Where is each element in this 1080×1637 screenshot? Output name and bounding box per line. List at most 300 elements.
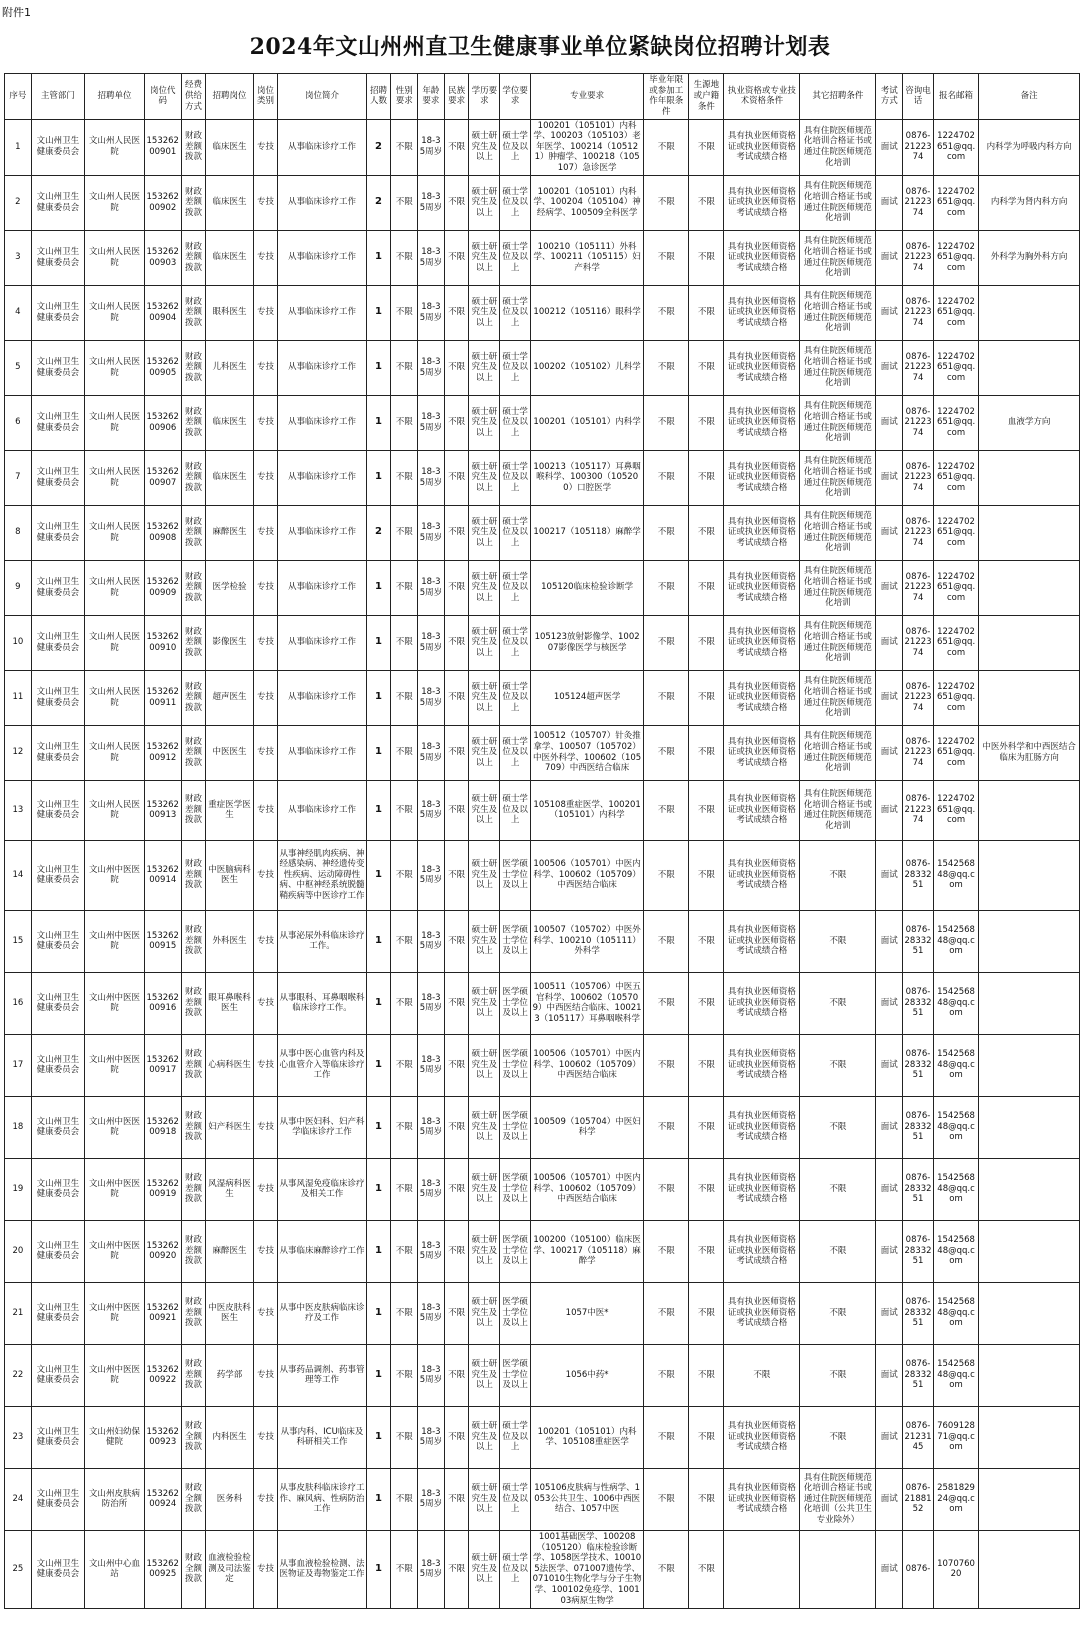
table-cell: 154256848@qq.com — [933, 972, 978, 1034]
table-cell: 100213（105117）耳鼻咽喉科学、100300（105200）口腔医学 — [531, 450, 644, 505]
table-cell: 不限 — [444, 725, 469, 780]
table-cell: 医学硕士学位及以上 — [500, 1220, 531, 1282]
table-row — [5, 1220, 1080, 1282]
table-cell: 临床医生 — [206, 230, 253, 285]
table-cell: 硕士学位及以上 — [500, 670, 531, 725]
table-cell: 不限 — [689, 119, 724, 175]
table-cell: 财政差额拨款 — [181, 972, 206, 1034]
table-cell: 1 — [366, 1158, 391, 1220]
table-cell: 0876-2122374 — [903, 340, 934, 395]
table-cell: 不限 — [689, 1158, 724, 1220]
table-cell: 中医皮肤科医生 — [206, 1282, 253, 1344]
table-cell: 硕士学位及以上 — [500, 1468, 531, 1530]
table-cell: 不限 — [444, 910, 469, 972]
table-cell: 财政差额拨款 — [181, 340, 206, 395]
table-cell: 15326200921 — [144, 1282, 181, 1344]
column-header: 民族要求 — [444, 74, 469, 120]
table-cell: 从事风湿免疫临床诊疗及相关工作 — [278, 1158, 366, 1220]
table-cell: 内科医生 — [206, 1406, 253, 1468]
table-cell: 具有住院医师规范化培训合格证书或通过住院医师规范化培训 — [800, 395, 876, 450]
table-cell: 从事临床诊疗工作 — [278, 615, 366, 670]
table-cell: 1 — [366, 230, 391, 285]
table-cell: 专技 — [253, 450, 278, 505]
column-header: 招聘单位 — [85, 74, 145, 120]
table-cell: 不限 — [444, 1034, 469, 1096]
table-cell: 18-35周岁 — [418, 395, 445, 450]
table-cell: 不限 — [444, 450, 469, 505]
table-cell: 1224702651@qq.com — [933, 450, 978, 505]
table-cell: 不限 — [689, 230, 724, 285]
table-cell: 财政差额拨款 — [181, 1096, 206, 1158]
table-cell: 面试 — [876, 560, 903, 615]
table-cell — [979, 840, 1080, 910]
table-cell: 具有执业医师资格证或执业医师资格考试成绩合格 — [724, 840, 800, 910]
table-row — [5, 972, 1080, 1034]
table-cell: 眼耳鼻喉科医生 — [206, 972, 253, 1034]
table-cell: 面试 — [876, 1344, 903, 1406]
table-cell: 文山州卫生健康委员会 — [31, 840, 84, 910]
table-cell: 具有执业医师资格证或执业医师资格考试成绩合格 — [724, 285, 800, 340]
table-cell: 硕士研究生及以上 — [469, 1034, 500, 1096]
table-cell: 100506（105701）中医内科学、100602（105709）中西医结合临床 — [531, 1158, 644, 1220]
table-cell: 1 — [366, 615, 391, 670]
table-cell: 硕士研究生及以上 — [469, 780, 500, 840]
table-cell: 财政差额拨款 — [181, 285, 206, 340]
table-cell: 不限 — [444, 1530, 469, 1608]
table-cell: 临床医生 — [206, 119, 253, 175]
table-row — [5, 560, 1080, 615]
table-cell: 0876-2122374 — [903, 450, 934, 505]
table-cell — [724, 1530, 800, 1608]
table-cell: 15 — [5, 910, 32, 972]
table-cell: 1057中医* — [531, 1282, 644, 1344]
table-row — [5, 230, 1080, 285]
table-cell: 0876-2833251 — [903, 1096, 934, 1158]
table-cell: 100200（105100）临床医学、100217（105118）麻醉学 — [531, 1220, 644, 1282]
table-cell: 从事临床麻醉诊疗工作 — [278, 1220, 366, 1282]
table-cell: 财政全额拨款 — [181, 1468, 206, 1530]
table-row — [5, 395, 1080, 450]
table-cell: 专技 — [253, 1406, 278, 1468]
table-row — [5, 1158, 1080, 1220]
table-cell: 15326200906 — [144, 395, 181, 450]
table-cell: 文山州人民医院 — [85, 395, 145, 450]
table-cell: 不限 — [444, 1220, 469, 1282]
table-cell: 105108重症医学、100201（105101）内科学 — [531, 780, 644, 840]
table-cell: 1224702651@qq.com — [933, 230, 978, 285]
table-cell: 从事中医心血管内科及心血管介入等临床诊疗工作 — [278, 1034, 366, 1096]
table-cell: 1224702651@qq.com — [933, 395, 978, 450]
table-cell: 100217（105118）麻醉学 — [531, 505, 644, 560]
table-cell: 财政差额拨款 — [181, 230, 206, 285]
column-header: 主管部门 — [31, 74, 84, 120]
table-cell: 硕士研究生及以上 — [469, 230, 500, 285]
table-cell: 不限 — [391, 1344, 418, 1406]
table-cell: 血液学方向 — [979, 395, 1080, 450]
table-cell: 不限 — [391, 230, 418, 285]
column-header: 招聘人数 — [366, 74, 391, 120]
table-cell: 18-35周岁 — [418, 340, 445, 395]
table-cell: 文山州中心血站 — [85, 1530, 145, 1608]
table-cell: 15326200911 — [144, 670, 181, 725]
table-cell: 8 — [5, 505, 32, 560]
table-cell: 不限 — [724, 1344, 800, 1406]
table-cell: 中医外科学和中西医结合临床为肛肠方向 — [979, 725, 1080, 780]
table-cell: 财政全额拨款 — [181, 1530, 206, 1608]
table-cell: 文山州人民医院 — [85, 340, 145, 395]
table-cell: 154256848@qq.com — [933, 1096, 978, 1158]
table-cell: 22 — [5, 1344, 32, 1406]
table-cell: 0876-2833251 — [903, 1220, 934, 1282]
table-cell: 文山州卫生健康委员会 — [31, 119, 84, 175]
table-cell: 硕士研究生及以上 — [469, 560, 500, 615]
table-cell: 0876-2122374 — [903, 725, 934, 780]
column-header: 岗位简介 — [278, 74, 366, 120]
table-cell: 医学硕士学位及以上 — [500, 972, 531, 1034]
table-cell: 18-35周岁 — [418, 1158, 445, 1220]
table-cell: 面试 — [876, 910, 903, 972]
table-cell: 财政全额拨款 — [181, 1406, 206, 1468]
table-cell: 从事药品调剂、药事管理等工作 — [278, 1344, 366, 1406]
table-cell: 0876-2123145 — [903, 1406, 934, 1468]
table-cell: 中医脑病科医生 — [206, 840, 253, 910]
table-cell: 硕士学位及以上 — [500, 560, 531, 615]
table-cell: 硕士学位及以上 — [500, 230, 531, 285]
table-cell: 硕士研究生及以上 — [469, 285, 500, 340]
table-cell: 从事眼科、耳鼻咽喉科临床诊疗工作。 — [278, 972, 366, 1034]
table-cell: 0876-2122374 — [903, 230, 934, 285]
table-row — [5, 670, 1080, 725]
table-cell: 18-35周岁 — [418, 1468, 445, 1530]
table-cell: 0876-2833251 — [903, 840, 934, 910]
table-cell: 15326200905 — [144, 340, 181, 395]
table-cell: 财政差额拨款 — [181, 395, 206, 450]
table-cell: 不限 — [644, 1282, 689, 1344]
table-cell: 具有住院医师规范化培训合格证书或通过住院医师规范化培训 — [800, 450, 876, 505]
table-cell: 23 — [5, 1406, 32, 1468]
table-cell: 154256848@qq.com — [933, 1220, 978, 1282]
table-cell: 不限 — [391, 725, 418, 780]
table-cell: 105123放射影像学、100207影像医学与核医学 — [531, 615, 644, 670]
table-cell: 财政差额拨款 — [181, 910, 206, 972]
table-cell: 文山州卫生健康委员会 — [31, 1406, 84, 1468]
table-cell: 不限 — [644, 1468, 689, 1530]
table-cell: 具有执业医师资格证或执业医师资格考试成绩合格 — [724, 1406, 800, 1468]
table-cell: 100212（105116）眼科学 — [531, 285, 644, 340]
table-cell: 不限 — [391, 972, 418, 1034]
table-cell: 文山州卫生健康委员会 — [31, 230, 84, 285]
table-cell: 面试 — [876, 1034, 903, 1096]
table-cell: 文山州人民医院 — [85, 780, 145, 840]
table-cell: 血液检验检测及司法鉴定 — [206, 1530, 253, 1608]
table-cell: 不限 — [444, 175, 469, 230]
table-cell: 具有执业医师资格证或执业医师资格考试成绩合格 — [724, 119, 800, 175]
table-cell: 面试 — [876, 119, 903, 175]
table-cell: 不限 — [644, 725, 689, 780]
table-cell: 不限 — [391, 505, 418, 560]
table-cell — [979, 670, 1080, 725]
table-cell: 不限 — [444, 615, 469, 670]
table-cell: 1 — [366, 1406, 391, 1468]
table-cell: 中医医生 — [206, 725, 253, 780]
table-cell: 258182924@qq.com — [933, 1468, 978, 1530]
table-cell: 18-35周岁 — [418, 780, 445, 840]
table-cell: 15326200913 — [144, 780, 181, 840]
table-cell: 从事临床诊疗工作 — [278, 780, 366, 840]
table-cell: 不限 — [800, 1282, 876, 1344]
table-cell — [979, 615, 1080, 670]
table-cell: 154256848@qq.com — [933, 1282, 978, 1344]
table-cell: 18-35周岁 — [418, 1034, 445, 1096]
table-cell: 临床医生 — [206, 450, 253, 505]
table-cell: 硕士研究生及以上 — [469, 615, 500, 670]
table-row — [5, 1034, 1080, 1096]
table-cell: 面试 — [876, 450, 903, 505]
table-cell: 财政差额拨款 — [181, 725, 206, 780]
table-cell: 不限 — [644, 505, 689, 560]
table-cell: 硕士研究生及以上 — [469, 972, 500, 1034]
table-cell — [979, 505, 1080, 560]
table-cell: 文山州卫生健康委员会 — [31, 1468, 84, 1530]
table-cell: 具有执业医师资格证或执业医师资格考试成绩合格 — [724, 910, 800, 972]
table-cell: 从事皮肤科临床诊疗工作、麻风病、性病防治工作 — [278, 1468, 366, 1530]
table-cell: 文山州卫生健康委员会 — [31, 450, 84, 505]
table-cell: 不限 — [800, 972, 876, 1034]
table-cell: 硕士研究生及以上 — [469, 175, 500, 230]
table-row — [5, 505, 1080, 560]
column-header: 学位要求 — [500, 74, 531, 120]
table-cell: 硕士学位及以上 — [500, 175, 531, 230]
table-cell: 硕士学位及以上 — [500, 340, 531, 395]
table-cell — [979, 972, 1080, 1034]
table-cell: 不限 — [644, 230, 689, 285]
table-cell: 具有住院医师规范化培训合格证书或通过住院医师规范化培训 — [800, 175, 876, 230]
table-cell: 麻醉医生 — [206, 505, 253, 560]
table-cell: 文山州人民医院 — [85, 285, 145, 340]
table-cell: 具有执业医师资格证或执业医师资格考试成绩合格 — [724, 1096, 800, 1158]
table-cell: 2 — [366, 505, 391, 560]
table-cell — [979, 285, 1080, 340]
table-cell: 0876-2122374 — [903, 670, 934, 725]
table-cell: 从事临床诊疗工作 — [278, 119, 366, 175]
table-cell: 从事临床诊疗工作 — [278, 560, 366, 615]
table-cell: 专技 — [253, 780, 278, 840]
table-cell: 具有住院医师规范化培训合格证书或通过住院医师规范化培训 — [800, 725, 876, 780]
table-cell: 不限 — [800, 1344, 876, 1406]
table-cell: 不限 — [644, 1034, 689, 1096]
table-cell: 专技 — [253, 910, 278, 972]
table-row — [5, 1282, 1080, 1344]
table-cell: 具有执业医师资格证或执业医师资格考试成绩合格 — [724, 615, 800, 670]
recruitment-plan-table — [4, 73, 1080, 1609]
table-cell: 具有住院医师规范化培训合格证书或通过住院医师规范化培训（公共卫生专业除外） — [800, 1468, 876, 1530]
table-cell: 100210（105111）外科学、100211（105115）妇产科学 — [531, 230, 644, 285]
table-cell: 文山州卫生健康委员会 — [31, 1158, 84, 1220]
table-cell: 760912871@qq.com — [933, 1406, 978, 1468]
table-cell: 15326200925 — [144, 1530, 181, 1608]
column-header: 报名邮箱 — [933, 74, 978, 120]
table-cell: 面试 — [876, 725, 903, 780]
table-cell: 15326200908 — [144, 505, 181, 560]
table-cell: 不限 — [644, 615, 689, 670]
table-cell: 不限 — [644, 1220, 689, 1282]
table-cell: 重症医学医生 — [206, 780, 253, 840]
table-cell: 妇产科医生 — [206, 1096, 253, 1158]
table-cell: 文山州卫生健康委员会 — [31, 1530, 84, 1608]
table-cell: 不限 — [391, 119, 418, 175]
table-cell: 专技 — [253, 1220, 278, 1282]
table-cell: 外科学为胸外科方向 — [979, 230, 1080, 285]
table-cell: 内科学为肾内科方向 — [979, 175, 1080, 230]
table-row — [5, 1530, 1080, 1608]
table-cell: 财政差额拨款 — [181, 670, 206, 725]
table-cell: 不限 — [644, 972, 689, 1034]
table-cell: 不限 — [689, 780, 724, 840]
table-cell: 0876-2122374 — [903, 395, 934, 450]
table-cell: 具有执业医师资格证或执业医师资格考试成绩合格 — [724, 1282, 800, 1344]
table-cell: 不限 — [689, 1034, 724, 1096]
table-cell: 107076020 — [933, 1530, 978, 1608]
table-cell: 面试 — [876, 670, 903, 725]
table-cell: 100506（105701）中医内科学、100602（105709）中西医结合临床 — [531, 840, 644, 910]
table-cell: 0876-2122374 — [903, 615, 934, 670]
table-cell: 不限 — [391, 1220, 418, 1282]
table-cell: 2 — [366, 119, 391, 175]
table-cell: 15326200903 — [144, 230, 181, 285]
table-cell: 面试 — [876, 1468, 903, 1530]
table-cell: 1224702651@qq.com — [933, 119, 978, 175]
table-cell: 1224702651@qq.com — [933, 505, 978, 560]
table-cell: 100511（105706）中医五官科学、100602（105709）中西医结合临床、100213（105117）耳鼻咽喉科学 — [531, 972, 644, 1034]
table-cell: 医学检验 — [206, 560, 253, 615]
table-cell: 硕士研究生及以上 — [469, 1282, 500, 1344]
table-cell: 15326200918 — [144, 1096, 181, 1158]
table-cell: 具有执业医师资格证或执业医师资格考试成绩合格 — [724, 560, 800, 615]
table-cell: 不限 — [391, 1034, 418, 1096]
table-cell: 18-35周岁 — [418, 670, 445, 725]
table-cell: 从事临床诊疗工作 — [278, 285, 366, 340]
table-cell: 具有住院医师规范化培训合格证书或通过住院医师规范化培训 — [800, 505, 876, 560]
table-cell: 18-35周岁 — [418, 505, 445, 560]
table-cell: 硕士学位及以上 — [500, 780, 531, 840]
table-cell: 硕士研究生及以上 — [469, 910, 500, 972]
table-cell: 文山州中医医院 — [85, 1096, 145, 1158]
table-cell: 不限 — [689, 910, 724, 972]
table-cell: 18-35周岁 — [418, 1406, 445, 1468]
column-header: 年龄要求 — [418, 74, 445, 120]
table-cell: 3 — [5, 230, 32, 285]
table-cell: 5 — [5, 340, 32, 395]
table-cell: 文山州卫生健康委员会 — [31, 505, 84, 560]
table-cell: 文山州卫生健康委员会 — [31, 910, 84, 972]
table-cell: 专技 — [253, 230, 278, 285]
table-cell: 从事血液检验检测、法医物证及毒物鉴定工作 — [278, 1530, 366, 1608]
table-cell: 具有执业医师资格证或执业医师资格考试成绩合格 — [724, 972, 800, 1034]
table-cell: 不限 — [689, 725, 724, 780]
table-cell: 不限 — [689, 1282, 724, 1344]
table-cell: 不限 — [644, 175, 689, 230]
table-cell: 面试 — [876, 1530, 903, 1608]
table-cell: 文山州人民医院 — [85, 450, 145, 505]
table-cell: 专技 — [253, 1096, 278, 1158]
column-header: 备注 — [979, 74, 1080, 120]
table-cell: 不限 — [689, 1220, 724, 1282]
table-cell: 不限 — [689, 1344, 724, 1406]
table-cell: 1224702651@qq.com — [933, 560, 978, 615]
table-cell: 100201（105101）内科学、100204（105104）神经病学、100509全科医学 — [531, 175, 644, 230]
table-cell: 文山州人民医院 — [85, 505, 145, 560]
table-cell: 硕士研究生及以上 — [469, 340, 500, 395]
table-cell: 具有住院医师规范化培训合格证书或通过住院医师规范化培训 — [800, 340, 876, 395]
table-cell: 专技 — [253, 505, 278, 560]
table-cell: 18-35周岁 — [418, 972, 445, 1034]
table-cell: 不限 — [644, 560, 689, 615]
table-cell: 15326200919 — [144, 1158, 181, 1220]
table-cell: 13 — [5, 780, 32, 840]
table-cell: 不限 — [644, 910, 689, 972]
table-cell: 财政差额拨款 — [181, 1034, 206, 1096]
table-cell: 154256848@qq.com — [933, 910, 978, 972]
column-header: 专业要求 — [531, 74, 644, 120]
table-cell: 不限 — [444, 840, 469, 910]
table-cell: 15326200923 — [144, 1406, 181, 1468]
table-cell: 从事临床诊疗工作 — [278, 395, 366, 450]
table-cell: 15326200907 — [144, 450, 181, 505]
table-cell: 文山州中医医院 — [85, 1344, 145, 1406]
table-cell: 面试 — [876, 505, 903, 560]
column-header: 经费供给方式 — [181, 74, 206, 120]
table-cell: 面试 — [876, 1406, 903, 1468]
table-cell: 文山州卫生健康委员会 — [31, 780, 84, 840]
table-cell: 不限 — [391, 1530, 418, 1608]
table-cell: 硕士研究生及以上 — [469, 505, 500, 560]
table-cell: 文山州中医医院 — [85, 1158, 145, 1220]
table-row — [5, 450, 1080, 505]
table-cell: 1 — [366, 670, 391, 725]
table-cell: 心病科医生 — [206, 1034, 253, 1096]
table-cell: 面试 — [876, 285, 903, 340]
table-cell: 不限 — [689, 670, 724, 725]
table-cell: 文山州中医医院 — [85, 1282, 145, 1344]
table-cell: 文山州卫生健康委员会 — [31, 615, 84, 670]
table-cell: 财政差额拨款 — [181, 1344, 206, 1406]
table-cell: 不限 — [689, 395, 724, 450]
table-cell: 从事临床诊疗工作 — [278, 725, 366, 780]
table-cell: 不限 — [444, 972, 469, 1034]
table-cell: 18-35周岁 — [418, 175, 445, 230]
table-cell: 不限 — [391, 1282, 418, 1344]
table-cell: 2 — [5, 175, 32, 230]
table-cell: 专技 — [253, 670, 278, 725]
table-cell: 面试 — [876, 340, 903, 395]
table-cell: 100512（105707）针灸推拿学、100507（105702）中医外科学、100602（105709）中西医结合临床 — [531, 725, 644, 780]
table-cell: 硕士研究生及以上 — [469, 1406, 500, 1468]
table-cell: 18-35周岁 — [418, 1530, 445, 1608]
table-cell: 文山州人民医院 — [85, 670, 145, 725]
table-cell: 2 — [366, 175, 391, 230]
table-cell — [979, 1220, 1080, 1282]
table-cell: 1001基础医学、100208（105120）临床检验诊断学、1058医学技术、100105法医学、071007遗传学、071010生物化学与分子生物学、100102免疫学、100103病原生物学 — [531, 1530, 644, 1608]
table-cell: 不限 — [444, 560, 469, 615]
column-header: 其它招聘条件 — [800, 74, 876, 120]
table-cell: 临床医生 — [206, 395, 253, 450]
table-cell: 硕士研究生及以上 — [469, 725, 500, 780]
table-cell: 1 — [366, 1282, 391, 1344]
table-cell: 不限 — [644, 670, 689, 725]
table-cell: 硕士学位及以上 — [500, 725, 531, 780]
table-cell — [979, 1282, 1080, 1344]
table-cell: 影像医生 — [206, 615, 253, 670]
